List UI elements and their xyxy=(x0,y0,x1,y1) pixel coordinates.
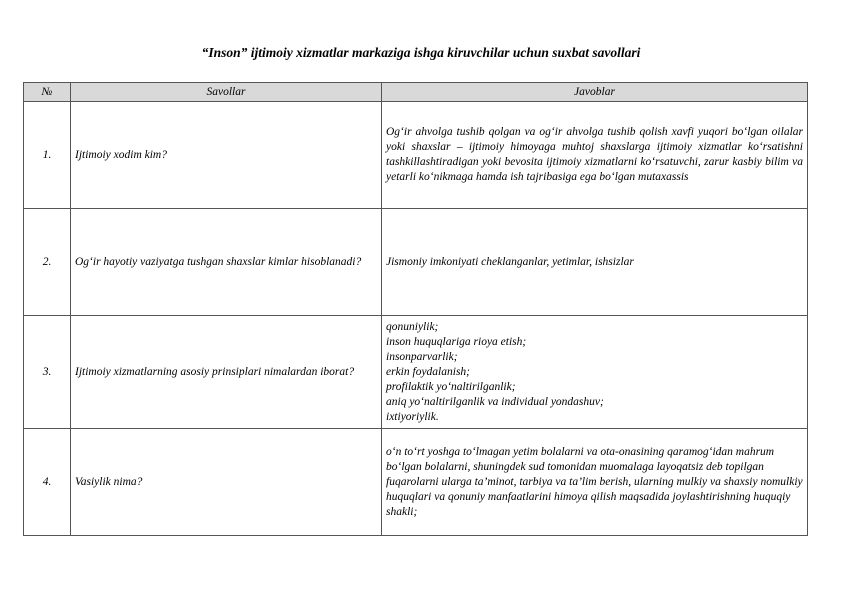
document-title: “Inson” ijtimoiy xizmatlar markaziga ishga kiruvchilar uchun suxbat savollari xyxy=(201,45,641,60)
answer-cell: Jismoniy imkoniyati cheklanganlar, yetimlar, ishsizlar xyxy=(382,209,808,316)
answer-cell xyxy=(382,316,808,429)
table-row xyxy=(24,209,808,316)
question-cell: Og‘ir hayotiy vaziyatga tushgan shaxslar kimlar hisoblanadi? xyxy=(71,209,382,316)
answer-cell: o‘n to‘rt yoshga to‘lmagan yetim bolalarni va ota-onasining qaramog‘idan mahrum bo‘lgan bolalarni, shuningdek sud tomonidan muomalaga layoqatsiz deb topilgan fuqarolarni ularga ta’minot, tarbiya va ta’lim berish, ularning mulkiy va shaxsiy nomulkiy huquqlari va qonuniy manfaatlarini himoya qilish maqsadida joylashtirishning huquqiy shakli; xyxy=(382,429,808,536)
table-row xyxy=(24,102,808,209)
question-cell: Vasiylik nima? xyxy=(71,429,382,536)
header-questions: Savollar xyxy=(71,83,382,102)
answer-line: erkin foydalanish; xyxy=(386,365,470,378)
qa-table xyxy=(23,82,808,536)
table-row xyxy=(24,316,808,429)
row-number: 2. xyxy=(24,209,71,316)
answer-cell: Og‘ir ahvolga tushib qolgan va og‘ir ahvolga tushib qolish xavfi yuqori bo‘lgan oilalar yoki shaxslar – ijtimoiy himoyaga muhtoj shaxslarga ijtimoiy xizmatlar ko‘rsatishni tashkillashtiradigan yoki bevosita ijtimoiy xizmatlarni ko‘rsatuvchi, zarur kasbiy bilim va yetarli ko‘nikmaga hamda ish tajribasiga ega bo‘lgan mutaxassis xyxy=(382,102,808,209)
answer-line: profilaktik yo‘naltirilganlik; xyxy=(386,380,516,393)
answer-line: qonuniylik; xyxy=(386,320,439,333)
header-number: № xyxy=(24,83,71,102)
answer-line: insonparvarlik; xyxy=(386,350,458,363)
row-number: 3. xyxy=(24,316,71,429)
row-number: 1. xyxy=(24,102,71,209)
answer-line: inson huquqlariga rioya etish; xyxy=(386,335,527,348)
answer-line: ixtiyoriylik. xyxy=(386,410,439,423)
header-row xyxy=(24,83,808,102)
table-row xyxy=(24,429,808,536)
header-answers: Javoblar xyxy=(382,83,808,102)
question-cell: Ijtimoiy xizmatlarning asosiy prinsiplari nimalardan iborat? xyxy=(71,316,382,429)
row-number: 4. xyxy=(24,429,71,536)
question-cell: Ijtimoiy xodim kim? xyxy=(71,102,382,209)
answer-line: aniq yo‘naltirilganlik va individual yondashuv; xyxy=(386,395,604,408)
